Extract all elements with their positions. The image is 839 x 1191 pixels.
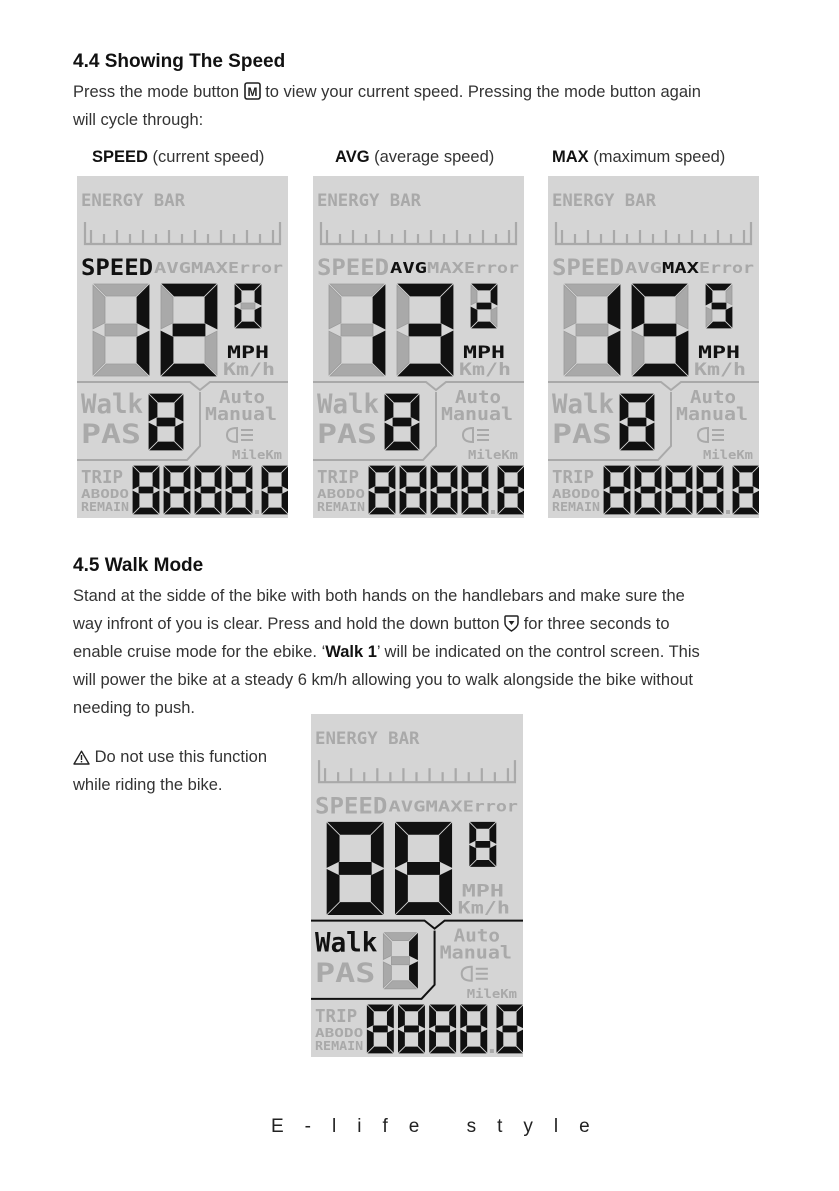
- abodo-label: ABODO: [315, 1025, 364, 1040]
- kmh-unit-label: Km/h: [459, 360, 511, 380]
- svg-text:M: M: [247, 85, 258, 99]
- speed-digit-ones: [395, 822, 451, 914]
- speed-digit-decimal: [471, 284, 497, 328]
- warning-line-2: while riding the bike.: [73, 776, 223, 794]
- manual-label: Manual: [439, 942, 512, 964]
- walk-text-before-icon: way infront of you is clear. Press and hold the down button: [73, 615, 500, 633]
- max-mode-label: MAX: [425, 797, 463, 816]
- odometer-digit: [497, 1005, 523, 1053]
- auto-label: Auto: [455, 387, 501, 408]
- lcd-display-speed: [77, 176, 288, 518]
- error-label: Error: [228, 259, 283, 277]
- speed-digit-ones: [161, 284, 217, 376]
- headlight-icon: [463, 428, 489, 442]
- pas-level-digit: [149, 394, 183, 450]
- caption-max: MAX (maximum speed): [552, 148, 726, 166]
- abodo-label: ABODO: [81, 487, 129, 501]
- auto-label: Auto: [690, 387, 736, 408]
- odometer-digit: [697, 466, 723, 514]
- odometer-digit: [398, 1005, 424, 1053]
- walk-paragraph-line-5: needing to push.: [73, 699, 196, 717]
- error-label: Error: [462, 797, 518, 816]
- speed-paragraph-line-2: will cycle through:: [73, 111, 204, 129]
- pas-label: PAS: [81, 419, 141, 450]
- speed-mode-label: SPEED: [317, 256, 389, 281]
- manual-label: Manual: [676, 404, 748, 425]
- odometer-digit: [461, 1005, 487, 1053]
- walk-label: Walk: [317, 389, 379, 420]
- odometer-digit: [462, 466, 488, 514]
- energy-bar-label: ENERGY BAR: [315, 729, 421, 750]
- trip-label: TRIP: [317, 467, 360, 488]
- mph-unit-label: MPH: [461, 881, 504, 902]
- odometer-digit: [226, 466, 252, 514]
- energy-bar-label: ENERGY BAR: [552, 191, 657, 211]
- mph-unit-label: MPH: [463, 343, 505, 363]
- down-button-icon: [504, 613, 519, 641]
- kmh-unit-label: Km/h: [694, 360, 746, 380]
- manual-label: Manual: [441, 404, 513, 425]
- pas-level-digit: [385, 394, 419, 450]
- speed-digit-decimal: [235, 284, 261, 328]
- walk-1-emphasis: Walk 1: [325, 643, 377, 661]
- walk-paragraph-line-1: Stand at the sidde of the bike with both hands on the handlebars and make sure the: [73, 587, 685, 605]
- mph-unit-label: MPH: [227, 343, 269, 363]
- odometer-digit: [164, 466, 190, 514]
- speed-digit-decimal: [706, 284, 732, 328]
- energy-bar-label: ENERGY BAR: [317, 191, 422, 211]
- speed-text-after-icon: to view your current speed. Pressing the mode button again: [265, 83, 701, 101]
- pas-label: PAS: [552, 419, 612, 450]
- error-label: Error: [464, 259, 519, 277]
- pas-level-digit: [620, 394, 654, 450]
- error-label: Error: [699, 259, 754, 277]
- odometer-digit: [635, 466, 661, 514]
- odometer-decimal-point: [726, 510, 730, 514]
- lcd-display-max: [548, 176, 759, 518]
- speed-paragraph-line-1: [73, 78, 701, 109]
- speed-digit-tens: [327, 822, 383, 914]
- max-mode-label: MAX: [427, 259, 464, 277]
- odometer-digit: [666, 466, 692, 514]
- section-heading-speed: 4.4 Showing The Speed: [73, 51, 286, 72]
- walk-label: Walk: [552, 389, 614, 420]
- remain-label: REMAIN: [552, 500, 600, 514]
- odometer-digit: [733, 466, 759, 514]
- caption-speed: SPEED (current speed): [92, 148, 265, 166]
- remain-label: REMAIN: [317, 500, 365, 514]
- speed-mode-label: SPEED: [81, 256, 153, 281]
- speed-digit-ones: [632, 284, 688, 376]
- odometer-digit: [133, 466, 159, 514]
- caption-avg: AVG (average speed): [335, 148, 495, 166]
- odometer-decimal-point: [490, 1049, 494, 1053]
- odometer-digit: [498, 466, 524, 514]
- section-heading-walk: 4.5 Walk Mode: [73, 555, 204, 576]
- pas-label: PAS: [317, 419, 377, 450]
- lcd-display-walk: [311, 714, 523, 1057]
- walk-paragraph-line-4: will power the bike at a steady 6 km/h allowing you to walk alongside the bike without: [73, 671, 694, 689]
- footer-brand: E-life style: [271, 1116, 611, 1137]
- speed-digit-tens: [93, 284, 149, 376]
- headlight-icon: [462, 967, 488, 981]
- auto-label: Auto: [219, 387, 265, 408]
- odometer-digit: [604, 466, 630, 514]
- warning-icon: [73, 746, 90, 774]
- speed-digit-tens: [329, 284, 385, 376]
- odometer-digit: [400, 466, 426, 514]
- odometer-digit: [369, 466, 395, 514]
- odometer-digit: [262, 466, 288, 514]
- mile-km-label: MileKm: [468, 448, 518, 462]
- pas-label: PAS: [315, 957, 376, 989]
- mile-km-label: MileKm: [703, 448, 753, 462]
- speed-mode-label: SPEED: [552, 256, 624, 281]
- max-mode-label: MAX: [191, 259, 228, 277]
- headlight-icon: [227, 428, 253, 442]
- remain-label: REMAIN: [315, 1038, 364, 1053]
- walk-paragraph-line-2: [73, 610, 670, 641]
- energy-bar-label: ENERGY BAR: [81, 191, 186, 211]
- manual-label: Manual: [205, 404, 277, 425]
- odometer-digit: [431, 466, 457, 514]
- avg-mode-label: AVG: [154, 259, 191, 277]
- walk-label: Walk: [81, 389, 143, 420]
- speed-text-before-icon: Press the mode button: [73, 83, 240, 101]
- max-mode-label: MAX: [662, 259, 699, 277]
- lcd-display-avg: [313, 176, 524, 518]
- remain-label: REMAIN: [81, 500, 129, 514]
- odometer-digit: [367, 1005, 393, 1053]
- kmh-unit-label: Km/h: [223, 360, 275, 380]
- avg-mode-label: AVG: [390, 259, 427, 277]
- headlight-icon: [698, 428, 724, 442]
- avg-mode-label: AVG: [625, 259, 662, 277]
- speed-mode-label: SPEED: [315, 794, 388, 820]
- mile-km-label: MileKm: [232, 448, 282, 462]
- mode-button-icon: [244, 81, 261, 109]
- speed-digit-ones: [397, 284, 453, 376]
- kmh-unit-label: Km/h: [457, 898, 510, 919]
- walk-label: Walk: [315, 927, 378, 959]
- auto-label: Auto: [453, 925, 500, 947]
- avg-mode-label: AVG: [388, 797, 426, 816]
- odometer-digit: [195, 466, 221, 514]
- odometer-decimal-point: [255, 510, 259, 514]
- speed-digit-tens: [564, 284, 620, 376]
- odometer-digit: [430, 1005, 456, 1053]
- mph-unit-label: MPH: [698, 343, 740, 363]
- trip-label: TRIP: [315, 1005, 358, 1027]
- speed-digit-decimal: [470, 822, 496, 866]
- mile-km-label: MileKm: [466, 986, 517, 1001]
- walk-text-after-icon: for three seconds to: [523, 615, 670, 633]
- pas-level-digit: [383, 933, 417, 989]
- trip-label: TRIP: [81, 467, 124, 488]
- trip-label: TRIP: [552, 467, 595, 488]
- warning-line-1: Do not use this function: [73, 743, 267, 774]
- abodo-label: ABODO: [317, 487, 365, 501]
- abodo-label: ABODO: [552, 487, 600, 501]
- odometer-decimal-point: [491, 510, 495, 514]
- walk-paragraph-line-3: enable cruise mode for the ebike. ‘Walk 1’ will be indicated on the control screen. This: [73, 643, 700, 661]
